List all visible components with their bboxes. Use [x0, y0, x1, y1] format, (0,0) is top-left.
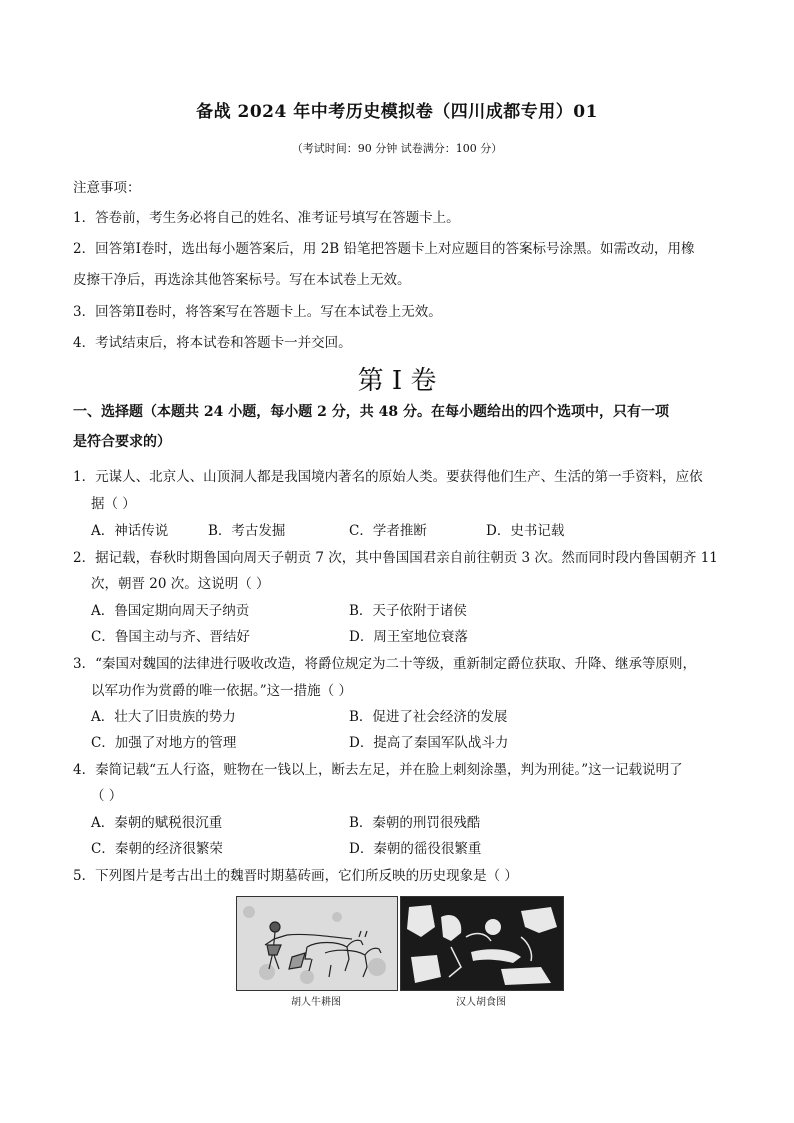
q3-option-c: C．加强了对地方的管理 [91, 735, 237, 751]
q4-option-d: D．秦朝的徭役很繁重 [349, 841, 482, 857]
note-item: 1．答卷前，考生务必将自己的姓名、准考证号填写在答题卡上。 [73, 210, 460, 226]
q1-option-d: D．史书记载 [486, 523, 565, 539]
section-heading: 一、选择题（本题共 24 小题，每小题 2 分，共 48 分。在每小题给出的四个选项中，只有一项 [73, 404, 669, 420]
q4-option-b: B．秦朝的刑罚很残酷 [349, 815, 481, 831]
q3-option-d: D．提高了秦国军队战斗力 [349, 735, 509, 751]
han-eating-hu-food-painting [400, 896, 564, 991]
section-heading-cont: 是符合要求的） [73, 434, 171, 450]
q1-option-c: C．学者推断 [349, 523, 427, 539]
exam-info: （考试时间：90 分钟 试卷满分：100 分） [291, 142, 503, 155]
q1-option-b: B．考古发掘 [208, 523, 286, 539]
right-figure-caption: 汉人胡食图 [456, 997, 506, 1008]
q3-option-a: A．壮大了旧贵族的势力 [91, 709, 236, 725]
volume-heading: 第 I 卷 [357, 366, 437, 396]
question-1-stem-cont: 据（ ） [91, 496, 136, 512]
question-3-stem-cont: 以军功作为赏爵的唯一依据。”这一措施（ ） [91, 683, 352, 699]
q4-option-a: A．秦朝的赋税很沉重 [91, 815, 223, 831]
question-4-stem: 4．秦简记载“五人行盗，赃物在一钱以上，断去左足，并在脸上刺刻涂墨，判为刑徒。”这一记载说明了 [73, 762, 683, 778]
q1-option-a: A．神话传说 [91, 523, 169, 539]
ox-plowing-painting [236, 896, 398, 991]
q3-option-b: B．促进了社会经济的发展 [349, 709, 508, 725]
q4-option-c: C．秦朝的经济很繁荣 [91, 841, 223, 857]
page-title: 备战 2024 年中考历史模拟卷（四川成都专用）01 [196, 102, 598, 122]
question-5-stem: 5．下列图片是考古出土的魏晋时期墓砖画，它们所反映的历史现象是（ ） [73, 868, 518, 884]
question-3-stem: 3．“秦国对魏国的法律进行吸收改造，将爵位规定为二十等级，重新制定爵位获取、升降、继承等原则， [73, 656, 696, 672]
note-item: 3．回答第Ⅱ卷时，将答案写在答题卡上。写在本试卷上无效。 [73, 304, 442, 320]
question-2-stem-cont: 次，朝晋 20 次。这说明（ ） [91, 576, 270, 592]
q2-option-a: A．鲁国定期向周天子纳贡 [91, 603, 250, 619]
q2-option-b: B．天子依附于诸侯 [349, 603, 467, 619]
question-1-stem: 1．元谋人、北京人、山顶洞人都是我国境内著名的原始人类。要获得他们生产、生活的第一手资料，应依 [73, 469, 703, 485]
question-4-stem-cont: （ ） [91, 788, 123, 804]
notes-heading: 注意事项： [73, 180, 141, 196]
note-item: 皮擦干净后，再选涂其他答案标号。写在本试卷上无效。 [73, 272, 411, 288]
q2-option-c: C．鲁国主动与齐、晋结好 [91, 629, 250, 645]
left-figure-caption: 胡人牛耕图 [291, 997, 341, 1008]
q2-option-d: D．周王室地位衰落 [349, 629, 468, 645]
note-item: 2．回答第Ⅰ卷时，选出每小题答案后，用 2B 铅笔把答题卡上对应题目的答案标号涂黑。如需改动，用橡 [73, 241, 695, 257]
note-item: 4．考试结束后，将本试卷和答题卡一并交回。 [73, 335, 352, 351]
question-2-stem: 2．据记载，春秋时期鲁国向周天子朝贡 7 次，其中鲁国国君亲自前往朝贡 3 次。然而同时段内鲁国朝齐 11 [73, 550, 718, 566]
